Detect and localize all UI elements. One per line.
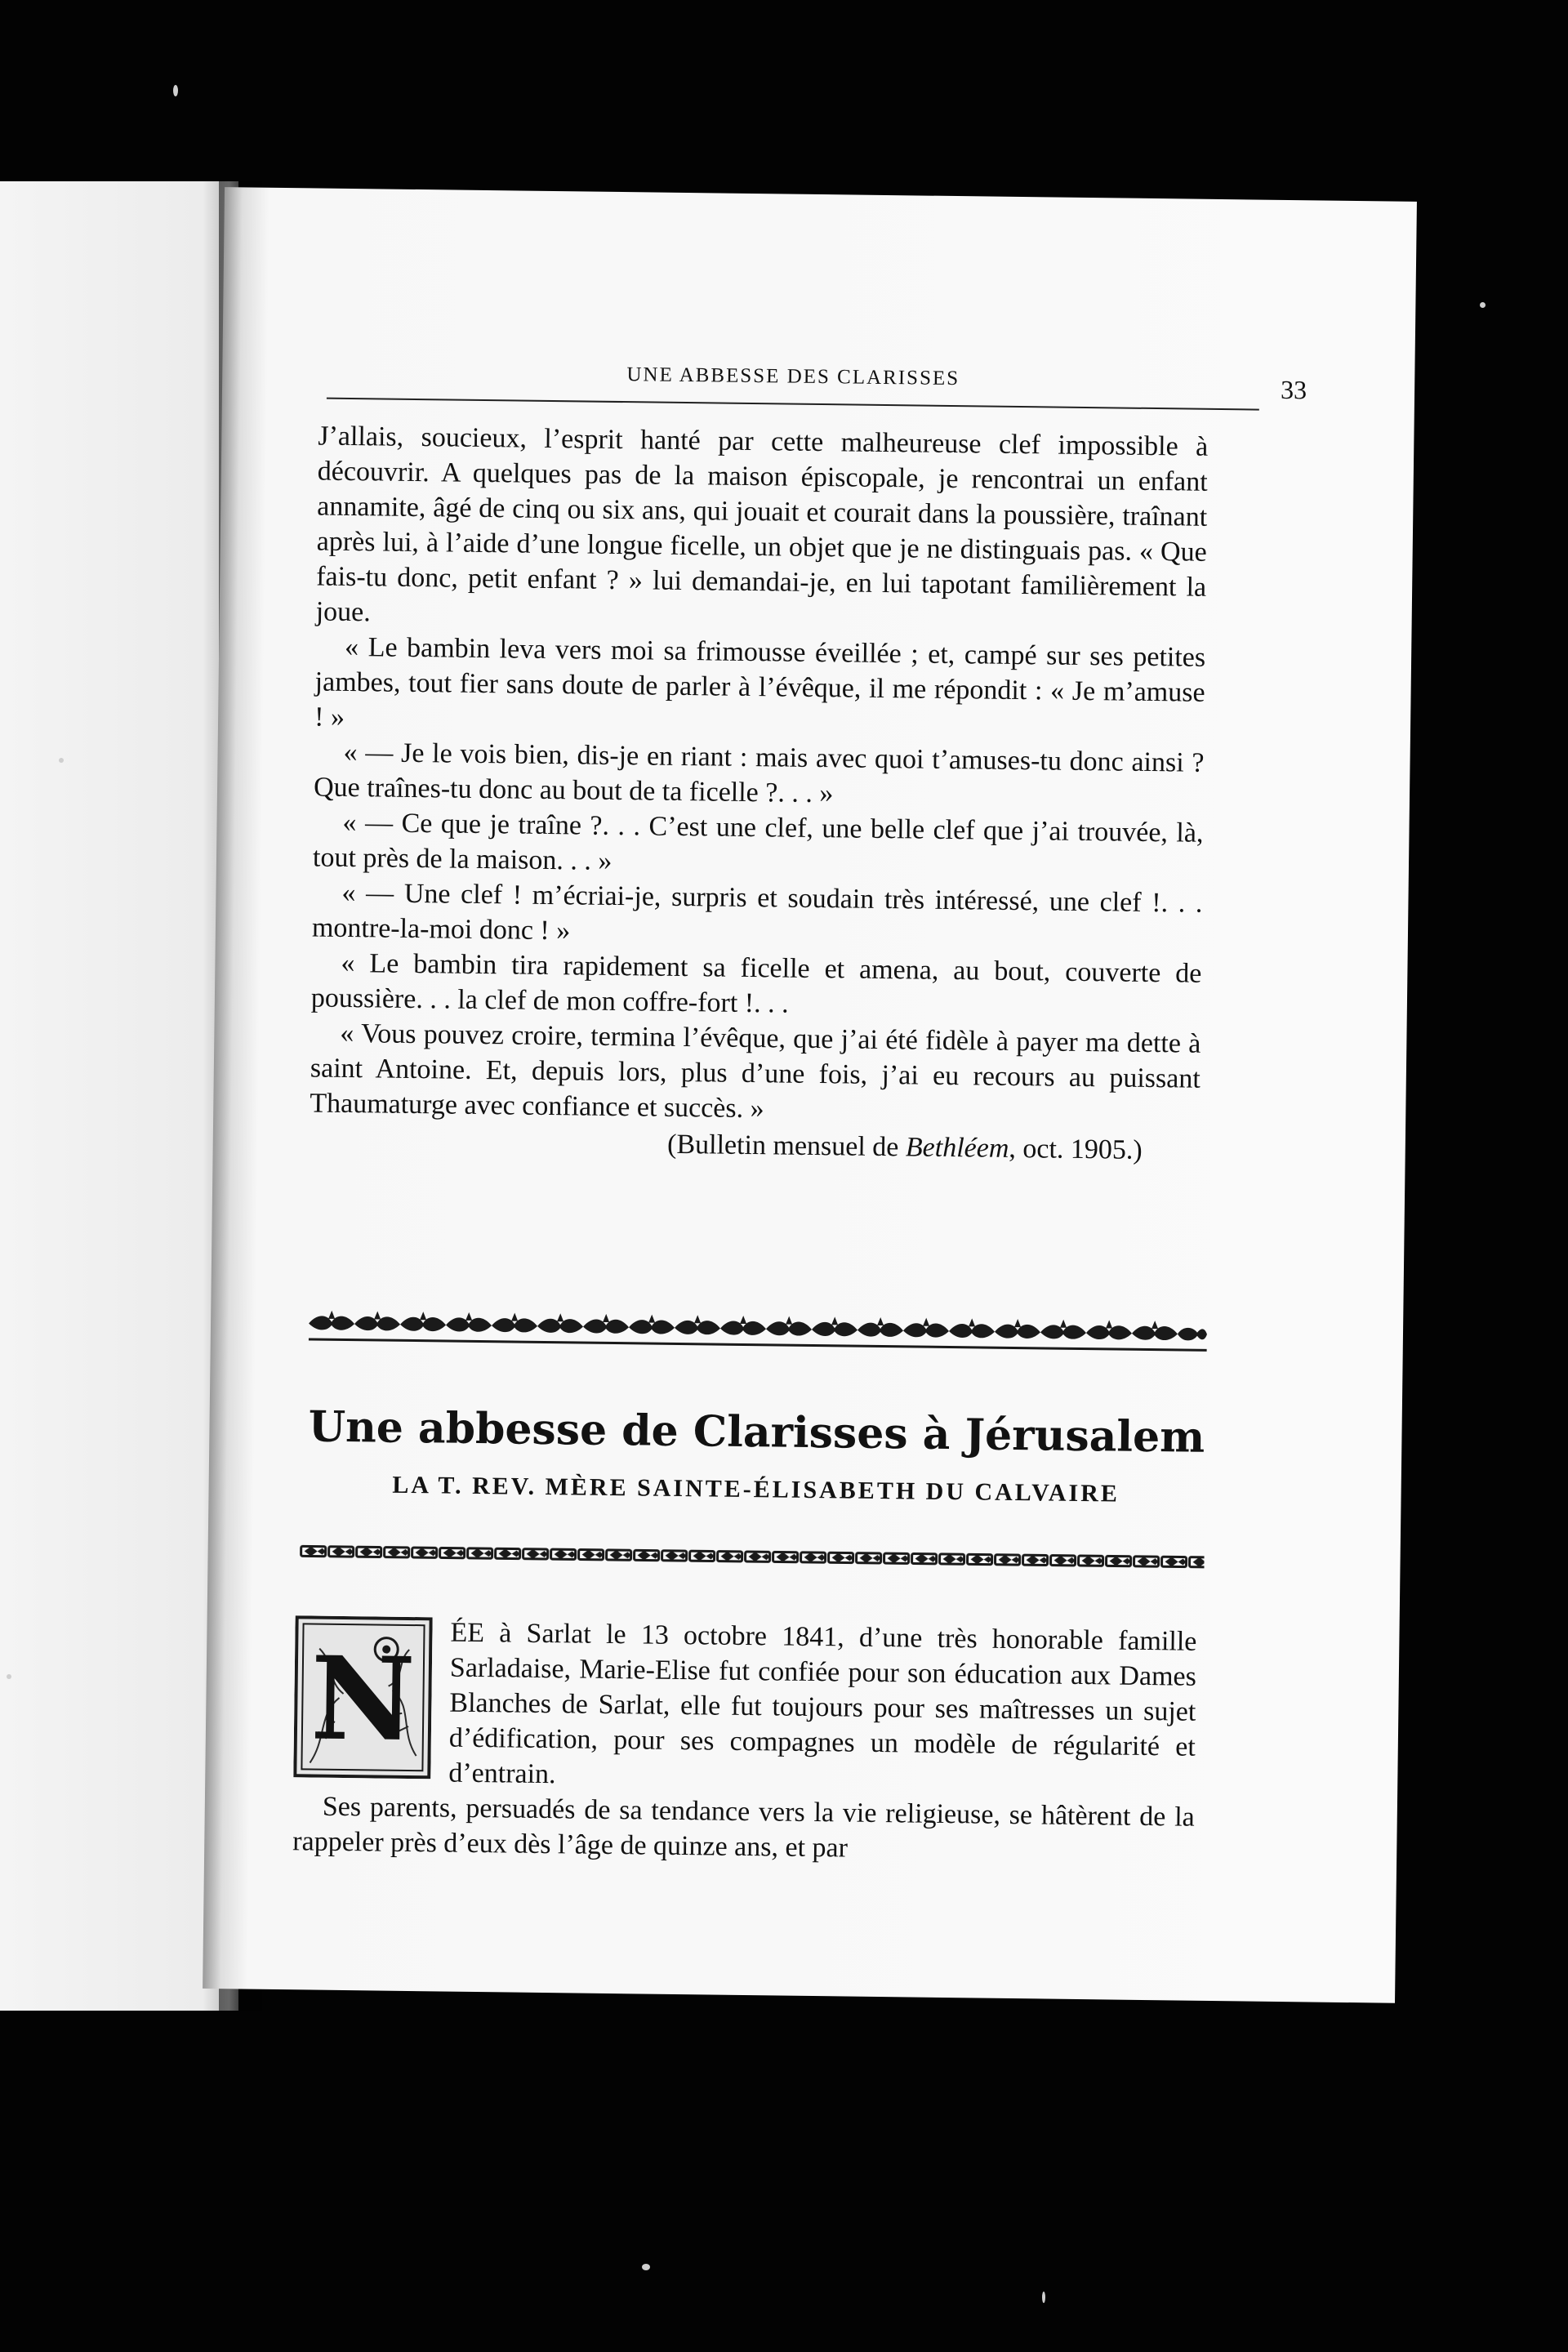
- dust-speck: [7, 1674, 11, 1679]
- dropcap-letter: N: [310, 1632, 416, 1768]
- source-suffix: , oct. 1905.): [1009, 1133, 1143, 1165]
- facing-page: [0, 181, 238, 2011]
- running-title: UNE ABBESSE DES CLARISSES: [626, 363, 960, 390]
- paragraph: J’allais, soucieux, l’esprit hanté par cette malheureuse clef impossible à découvrir. A quelques pas de la maison épiscopale, je rencontrai un enfant annamite, âgé de cinq ou six ans, qui jouait et courait dans la poussière, traînant après lui, à l’aide d’une longue ficelle, un objet que je ne distinguais pas. « Que fais-tu donc, petit enfant ? » lui demandai-je, en lui tapotant familièrement la joue.: [315, 421, 1209, 628]
- floral-ornament-rule: [309, 1298, 1208, 1358]
- page-number: 33: [1280, 374, 1307, 405]
- paragraph: « — Je le vois bien, dis-je en riant : mais avec quoi t’amuses-tu donc ainsi ? Que traînes-tu donc au bout de ta ficelle ?. . . »: [313, 737, 1205, 809]
- paragraph: « — Une clef ! m’écriai-je, surpris et soudain très intéressé, une clef !. . . montre-la-moi donc ! »: [311, 877, 1203, 947]
- running-head: [327, 352, 1307, 411]
- paragraph: « — Ce que je traîne ?. . . C’est une clef, une belle clef que j’ai trouvée, là, tout près de la maison. . . »: [312, 807, 1204, 876]
- source-italic: Bethléem: [905, 1132, 1009, 1164]
- paragraph: « Le bambin tira rapidement sa ficelle et amena, au bout, couverte de poussière. . . la clef de mon coffre-fort !. . .: [310, 947, 1202, 1019]
- anecdote-text: [310, 419, 1209, 1169]
- paragraph: Ses parents, persuadés de sa tendance vers la vie religieuse, se hâtèrent de la rappeler près d’eux dès l’âge de quinze ans, et par: [292, 1791, 1195, 1864]
- intro-paragraph: ÉE à Sarlat le 13 octobre 1841, d’une très honorable famille Sarladaise, Marie-Elise fut confiée pour son éducation aux Dames Blanches de Sarlat, elle fut toujours pour ses maîtresses un sujet d’édification, pour ses compagnes un modèle de régularité et d’entrain.: [448, 1617, 1197, 1790]
- chain-ornament-rule: [299, 1539, 1204, 1574]
- paragraph: « Vous pouvez croire, termina l’évêque, que j’ai été fidèle à payer ma dette à saint Antoine. Et, depuis lors, plus d’une fois, j’ai eu recours au puissant Thaumaturge avec confiance et succès. »: [310, 1018, 1201, 1125]
- source-prefix: (Bulletin mensuel de: [666, 1129, 906, 1163]
- article-title: Une abbesse de Clarisses à Jérusalem: [308, 1401, 1205, 1463]
- dust-speck: [59, 758, 64, 763]
- article-subtitle: LA T. REV. MÈRE SAINTE-ÉLISABETH DU CALVAIRE: [392, 1471, 1120, 1508]
- dust-speck: [1042, 2292, 1045, 2303]
- dust-speck: [1480, 302, 1486, 308]
- dust-speck: [173, 85, 178, 96]
- paragraph: « Le bambin leva vers moi sa frimousse éveillée ; et, campé sur ses petites jambes, tout fier sans doute de parler à l’évêque, il me répondit : « Je m’amuse ! »: [314, 631, 1206, 733]
- book-page: [203, 187, 1417, 2003]
- article-body: [292, 1613, 1197, 1869]
- dust-speck: [642, 2264, 650, 2270]
